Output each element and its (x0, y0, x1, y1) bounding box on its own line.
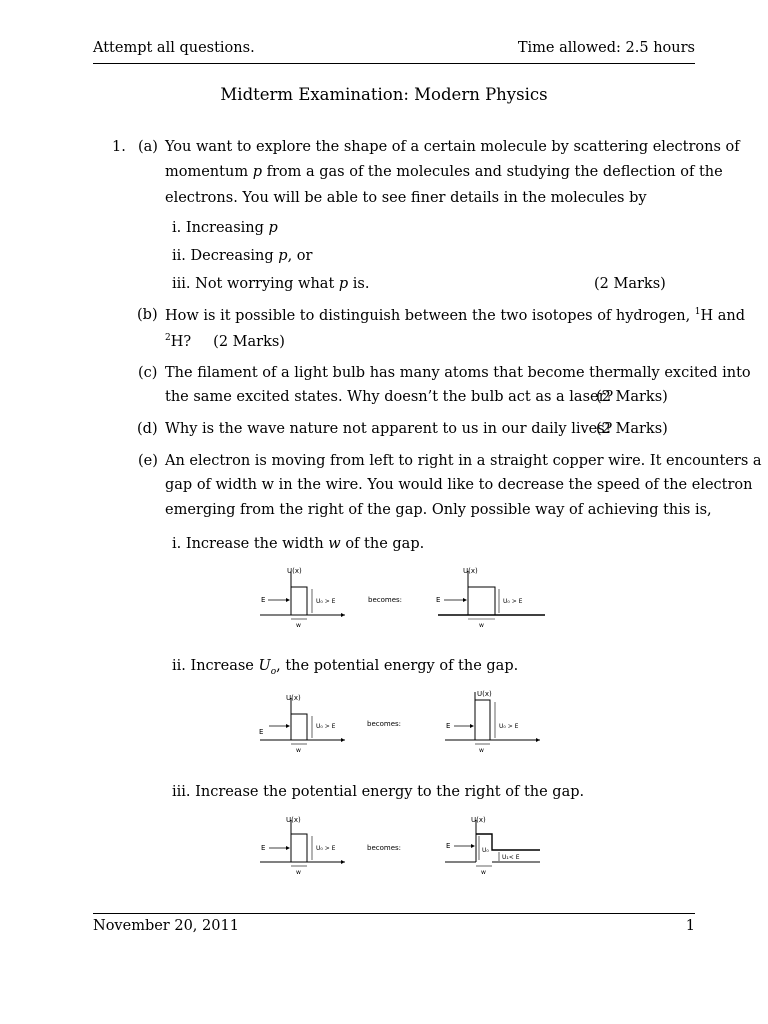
part-d-label: (d) (137, 421, 158, 437)
uo-gt-e-label: U₀ > E (316, 723, 336, 730)
diagram-before (260, 567, 345, 627)
part-a-label: (a) (138, 139, 158, 155)
uo-gt-e-label: U₀ > E (503, 598, 523, 605)
electron-arrowhead (463, 598, 467, 602)
ux-label: U(x) (471, 816, 486, 824)
energy-label: E (436, 596, 441, 604)
barrier (291, 714, 307, 740)
energy-label: E (259, 728, 264, 736)
barrier (291, 587, 307, 615)
ux-label: U(x) (477, 690, 492, 698)
part-e-label: (e) (138, 453, 158, 469)
part-e-option-1: i. Increase the width w of the gap. (172, 536, 425, 552)
electron-arrowhead (286, 598, 290, 602)
part-d-marks: (2 Marks) (596, 421, 668, 437)
ux-label: U(x) (286, 694, 301, 702)
part-d-line1: Why is the wave nature not apparent to us in our daily lives? (165, 421, 613, 437)
part-c-line2: the same excited states. Why doesn’t the bulb act as a laser? (165, 389, 614, 405)
figure-increase-right-potential (255, 814, 545, 876)
header-time-allowed: Time allowed: 2.5 hours (517, 40, 695, 56)
part-e-option-3: iii. Increase the potential energy to the right of the gap. (172, 784, 585, 800)
energy-label: E (261, 596, 266, 604)
diagram-after (445, 690, 540, 754)
part-a-marks: (2 Marks) (594, 276, 666, 292)
energy-label: E (261, 844, 266, 852)
energy-label: E (446, 722, 451, 730)
part-c-line1: The filament of a light bulb has many atoms that become thermally excited into (165, 365, 751, 381)
diagram-after (436, 567, 545, 627)
becomes-label: becomes: (367, 720, 402, 728)
uo-gt-e-label: U₀ > E (499, 723, 519, 730)
electron-arrowhead (471, 844, 475, 848)
x-axis-arrowhead (341, 613, 345, 617)
width-label: w (481, 869, 486, 876)
figure-increase-width (250, 565, 550, 627)
part-a-line2: momentum p from a gas of the molecules and studying the deflection of the (165, 164, 723, 180)
part-e-line1: An electron is moving from left to right in a straight copper wire. It encounters a (165, 453, 762, 469)
uo-gt-e-label: U₀ > E (316, 598, 336, 605)
electron-arrowhead (286, 846, 290, 850)
diagram-after (445, 816, 540, 876)
electron-arrowhead (286, 724, 290, 728)
header-rule (93, 63, 695, 64)
footer-rule (93, 913, 695, 914)
part-b-marks: (2 Marks) (213, 333, 285, 350)
part-c-marks: (2 Marks) (596, 389, 668, 405)
page-title: Midterm Examination: Modern Physics (220, 85, 548, 104)
part-a-line3: electrons. You will be able to see finer details in the molecules by (165, 190, 647, 206)
x-axis-arrowhead (341, 860, 345, 864)
part-a-option-2: ii. Decreasing p, or (172, 248, 313, 264)
diagram-before (259, 694, 345, 754)
part-c-label: (c) (138, 365, 158, 381)
x-axis-arrowhead (341, 738, 345, 742)
ux-label: U(x) (287, 567, 302, 575)
becomes-label: becomes: (367, 844, 402, 852)
question-number: 1. (112, 139, 126, 155)
part-e-line3: emerging from the right of the gap. Only possible way of achieving this is, (165, 502, 712, 518)
energy-label: E (446, 842, 451, 850)
width-label: w (296, 869, 301, 876)
diagram-before (260, 816, 345, 876)
width-label: w (479, 747, 484, 754)
part-a-line1: You want to explore the shape of a certain molecule by scattering electrons of (165, 139, 740, 155)
u1-lt-e-label: U₁< E (502, 854, 520, 861)
barrier (468, 587, 495, 615)
footer-date: November 20, 2011 (93, 918, 239, 934)
part-a-option-3: iii. Not worrying what p is. (172, 276, 370, 292)
uo-gt-e-label: U₀ > E (316, 845, 336, 852)
uo-label: U₀ (482, 847, 489, 854)
part-e-line2: gap of width w in the wire. You would like to decrease the speed of the electron (165, 477, 753, 493)
barrier (291, 834, 307, 862)
width-label: w (479, 622, 484, 627)
footer-page-number: 1 (685, 918, 695, 934)
width-label: w (296, 747, 301, 754)
part-a-option-1: i. Increasing p (172, 220, 278, 236)
barrier (475, 700, 490, 740)
electron-arrowhead (470, 724, 474, 728)
figure-increase-potential (255, 688, 545, 758)
ux-label: U(x) (463, 567, 478, 575)
part-b-line1: How is it possible to distinguish between the two isotopes of hydrogen, $^1$H and (165, 307, 746, 324)
part-b-line2: $^2$H? (2 Marks) (165, 333, 285, 350)
ux-label: U(x) (286, 816, 301, 824)
x-axis-arrowhead (536, 738, 540, 742)
part-b-label: (b) (137, 307, 158, 323)
header-instructions: Attempt all questions. (93, 40, 255, 56)
width-label: w (296, 622, 301, 627)
part-e-option-2: ii. Increase $U_o$, the potential energy of the gap. (172, 658, 519, 677)
becomes-label: becomes: (368, 596, 403, 604)
